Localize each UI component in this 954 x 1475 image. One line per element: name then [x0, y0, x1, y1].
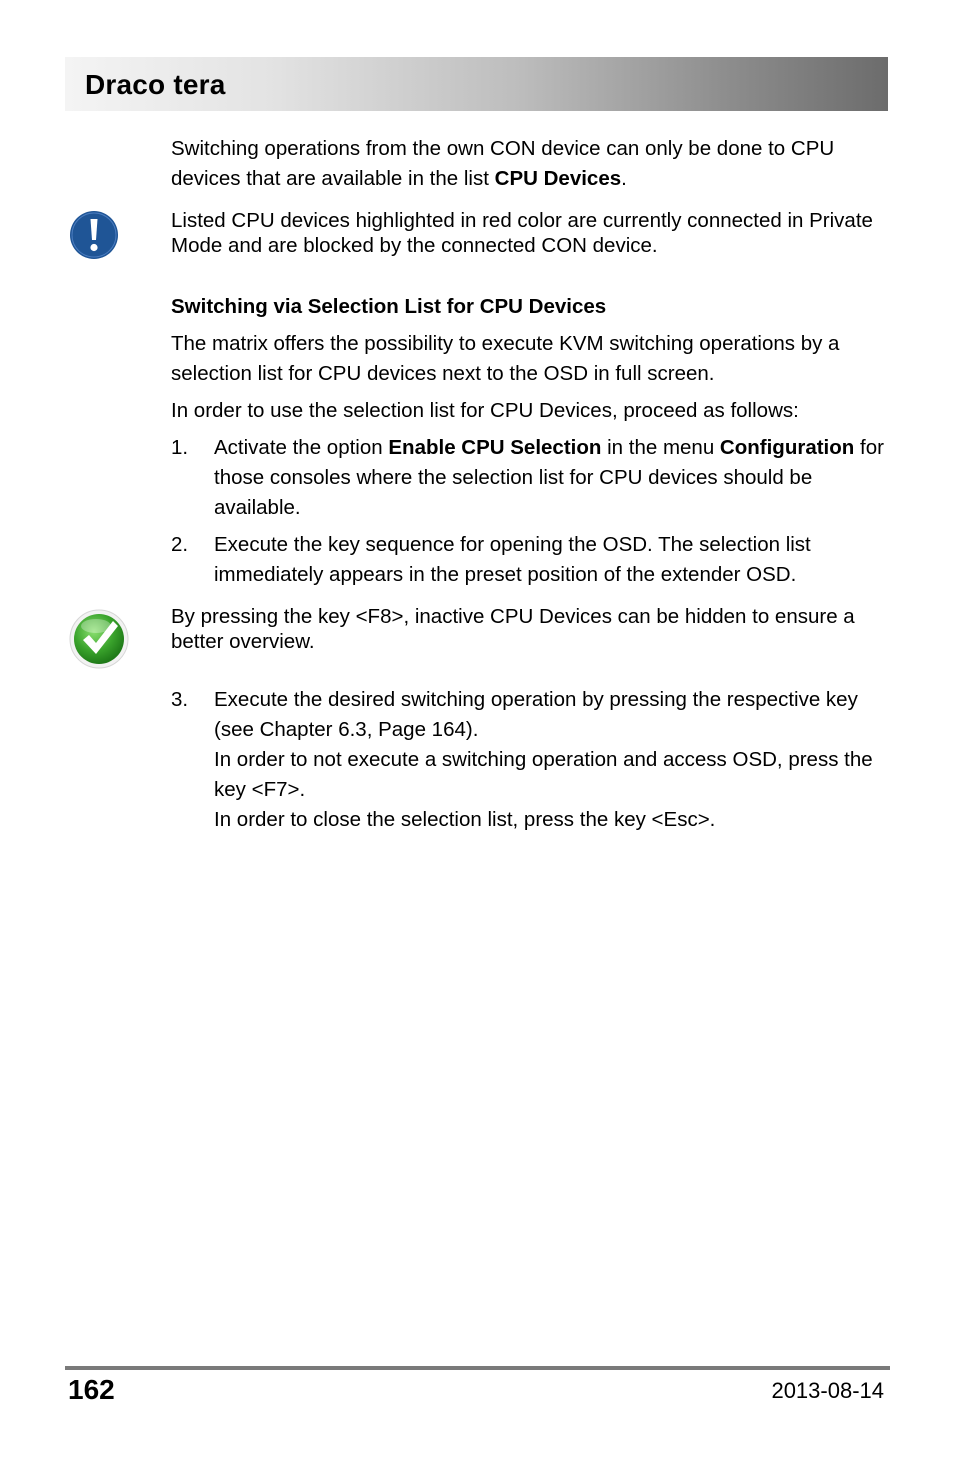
important-note-text: Listed CPU devices highlighted in red color are currently connected in Private Mode and are blocked by the connected CON device.	[171, 209, 873, 257]
page-number: 162	[68, 1374, 115, 1405]
step-number: 2.	[171, 533, 189, 556]
section-heading: Switching via Selection List for CPU Devices	[171, 295, 607, 318]
checkmark-icon	[69, 609, 129, 675]
list-item	[171, 685, 886, 837]
header-bar	[65, 57, 888, 111]
intro-bold-text: CPU Devices	[494, 167, 622, 190]
step-1-menu-name: Configuration	[719, 436, 855, 459]
step-1-text-b: in the menu	[601, 436, 720, 459]
step-text	[214, 433, 886, 523]
step-3-line-3: In order to close the selection list, press the key <Esc>.	[214, 808, 716, 831]
step-1-text-c: for those consoles where the selection list for CPU devices should be available.	[214, 436, 884, 519]
tip-note-text: By pressing the key <F8>, inactive CPU Devices can be hidden to ensure a better overview.	[171, 605, 855, 653]
exclamation-icon	[69, 210, 119, 266]
step-text: Execute the key sequence for opening the OSD. The selection list immediately appears in the preset position of the extender OSD.	[214, 533, 811, 586]
step-number: 1.	[171, 436, 189, 459]
document-title: Draco tera	[85, 69, 226, 100]
step-3-line-1: Execute the desired switching operation by pressing the respective key (see Chapter 6.3, Page 164).	[214, 688, 858, 741]
section-paragraph-1: The matrix offers the possibility to execute KVM switching operations by a selection list for CPU devices next to the OSD in full screen.	[171, 332, 840, 385]
footer-divider	[65, 1366, 890, 1370]
step-1-option-name: Enable CPU Selection	[388, 436, 602, 459]
intro-end: .	[621, 167, 627, 190]
step-number: 3.	[171, 688, 189, 711]
footer-date: 2013-08-14	[771, 1378, 884, 1403]
step-1-text-a: Activate the option	[214, 436, 389, 459]
list-item	[171, 530, 886, 592]
intro-text: Switching operations from the own CON device can only be done to CPU devices that are available in the list	[171, 137, 835, 190]
list-item	[171, 433, 886, 525]
step-text	[214, 685, 886, 835]
step-3-line-2: In order to not execute a switching operation and access OSD, press the key <F7>.	[214, 748, 873, 801]
intro-paragraph	[171, 134, 886, 194]
section-paragraph-2: In order to use the selection list for CPU Devices, proceed as follows:	[171, 399, 799, 422]
